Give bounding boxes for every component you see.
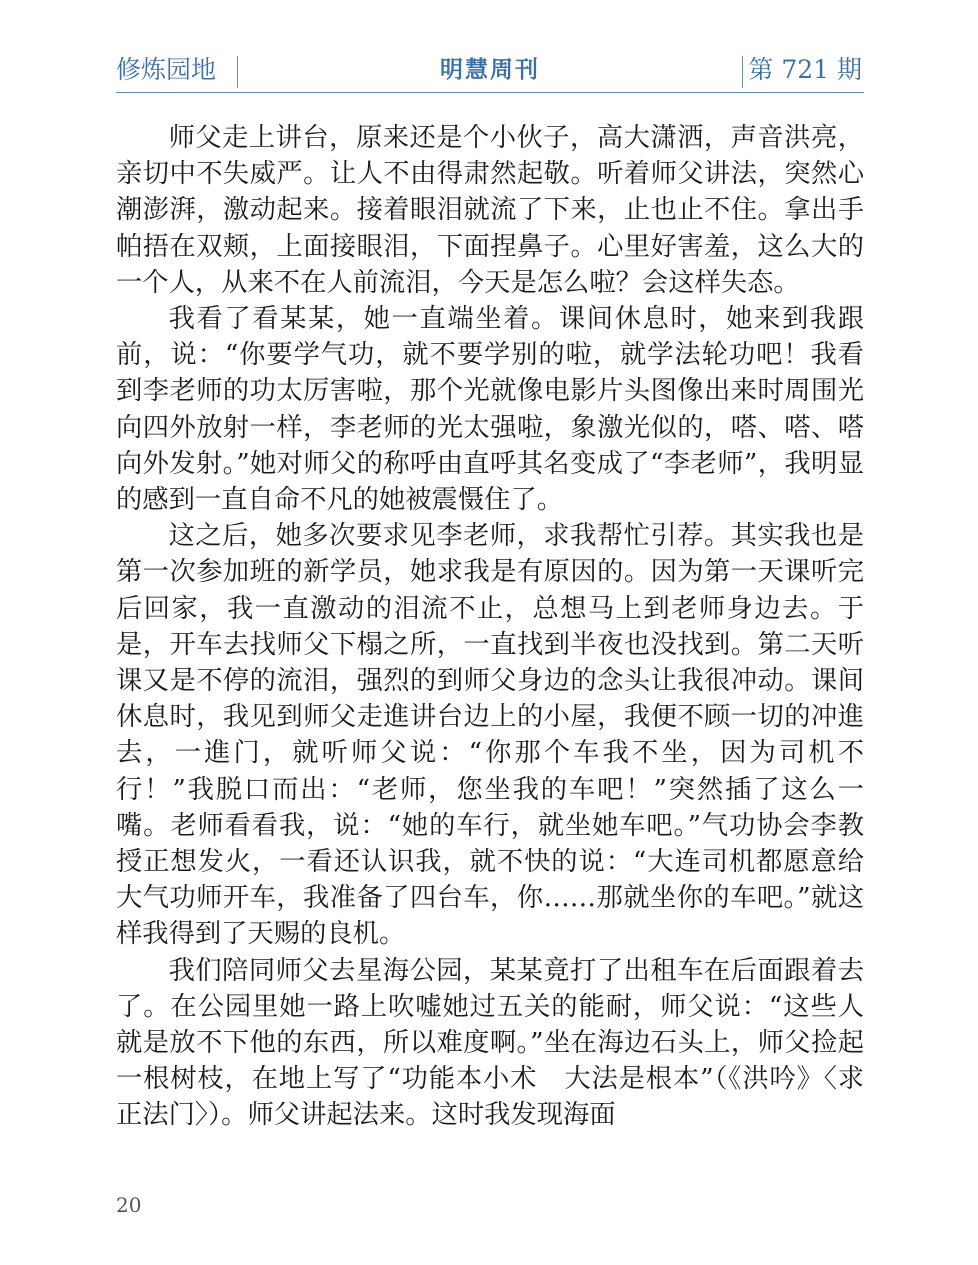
page-number: 20: [116, 1193, 142, 1217]
issue-number: 第 721 期: [748, 55, 862, 84]
section-title: 修炼园地: [116, 55, 217, 84]
page-header: [116, 50, 864, 93]
paragraph: 师父走上讲台，原来还是个小伙子，高大潇洒，声音洪亮，亲切中不失威严。让人不由得肃然起敬。听着师父讲法，突然心潮澎湃，激动起来。接着眼泪就流了下来，止也止不住。拿出手帕捂在双颊，上面接眼泪，下面捏鼻子。心里好害羞，这么大的一个人，从来不在人前流泪，今天是怎么啦？会这样失态。: [116, 123, 864, 298]
paragraph: 这之后，她多次要求见李老师，求我帮忙引荐。其实我也是第一次参加班的新学员，她求我是有原因的。因为第一天课听完后回家，我一直激动的泪流不止，总想马上到老师身边去。于是，开车去找师父下榻之所，一直找到半夜也没找到。第二天听课又是不停的流泪，强烈的到师父身边的念头让我很冲动。课间休息时，我见到师父走進讲台边上的小屋，我便不顾一切的冲進去，一進门，就听师父说：“你那个车我不坐，因为司机不行！”我脱口而出：“老师，您坐我的车吧！”突然插了这么一嘴。老师看看我，说：“她的车行，就坐她车吧。”气功协会李教授正想发火，一看还认识我，就不快的说：“大连司机都愿意给大气功师开车，我准备了四台车，你……那就坐你的车吧。”就这样我得到了天赐的良机。: [116, 521, 864, 950]
publication-title: 明慧周刊: [440, 57, 540, 83]
paragraph: 我看了看某某，她一直端坐着。课间休息时，她来到我跟前，说：“你要学气功，就不要学别的啦，就学法轮功吧！我看到李老师的功太厉害啦，那个光就像电影片头图像出来时周围光向四外放射一样，李老师的光太强啦，象激光似的，嗒、嗒、嗒向外发射。”她对师父的称呼由直呼其名变成了“李老师”，我明显的感到一直自命不凡的她被震慑住了。: [116, 304, 864, 516]
paragraph: 我们陪同师父去星海公园，某某竟打了出租车在后面跟着去了。在公园里她一路上吹嘘她过五关的能耐，师父说：“这些人就是放不下他的东西，所以难度啊。”坐在海边石头上，师父捡起一根树枝，在地上写了“功能本小术 大法是根本”（《洪吟》〈求正法门〉）。师父讲起法来。这时我发现海面: [116, 955, 864, 1131]
article-body: [116, 120, 864, 1134]
header-divider-right: [742, 56, 743, 88]
